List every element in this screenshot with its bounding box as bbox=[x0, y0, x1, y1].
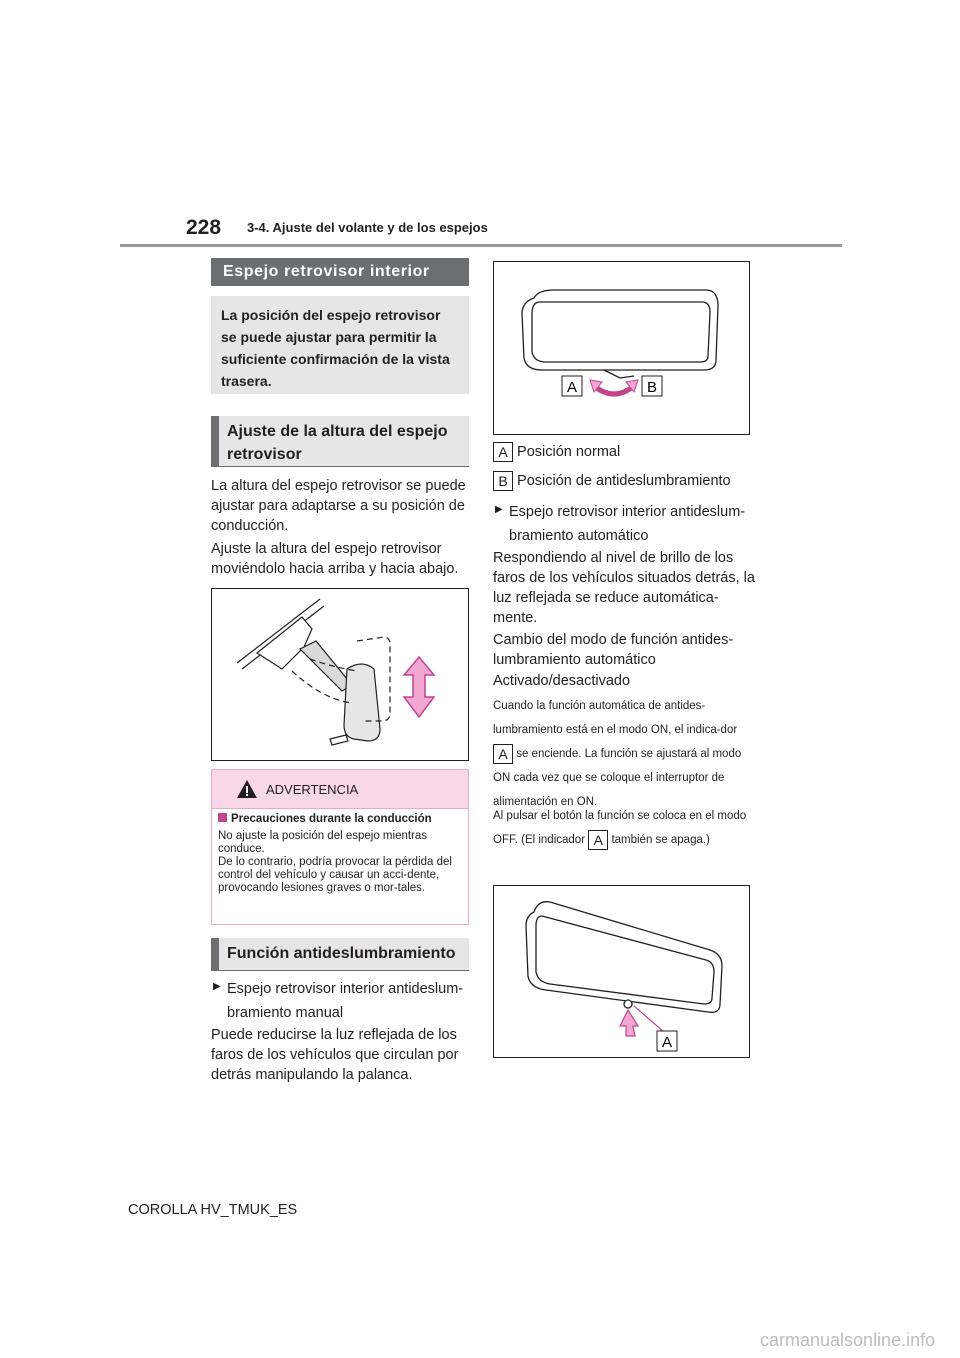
small-note-1 bbox=[493, 694, 755, 814]
auto-mirror-illustration bbox=[494, 886, 749, 1057]
arrow-bullet-icon: ▶ bbox=[495, 504, 503, 515]
label-b: B bbox=[646, 379, 658, 396]
square-bullet-icon bbox=[218, 813, 227, 822]
up-down-arrow-icon bbox=[404, 657, 434, 717]
warning-triangle-icon bbox=[236, 779, 258, 799]
legend-b bbox=[493, 471, 755, 491]
auto-paragraph-1: Respondiendo al nivel de brillo de los faros de los vehículos situados detrás, la luz reflejada se reduce automática-mente. bbox=[493, 550, 755, 626]
warning-body bbox=[212, 809, 468, 901]
warning-item-title bbox=[218, 813, 462, 826]
mirror-position-figure bbox=[493, 261, 750, 435]
auto-paragraph-3: Activado/desactivado bbox=[493, 673, 631, 689]
small-note-1-a: Cuando la función automática de antides-lumbramiento está en el modo ON, el indica-dor bbox=[493, 700, 738, 736]
tilt-arrow-icon bbox=[590, 380, 638, 394]
auto-bullet bbox=[495, 500, 757, 548]
footer-model: COROLLA HV_TMUK_ES bbox=[128, 1202, 298, 1218]
warning-box bbox=[211, 769, 469, 925]
section-title: 3-4. Ajuste del volante y de los espejos bbox=[247, 220, 488, 235]
manual-paragraph: Puede reducirse la luz reflejada de los faros de los vehículos que circulan por detrás manipulando la palanca. bbox=[211, 1027, 459, 1083]
legend-a-key: A bbox=[493, 442, 513, 462]
warning-line-2: De lo contrario, podría provocar la pérdida del control del vehículo y causar un acci-dente, provocando lesiones graves o mor-tales. bbox=[218, 856, 452, 894]
page-number: 228 bbox=[186, 216, 222, 239]
intro-box: La posición del espejo retrovisor se puede ajustar para permitir la suficiente confirmación de la vista trasera. bbox=[211, 296, 469, 394]
warning-header bbox=[212, 770, 468, 809]
subhead-height: Ajuste de la altura del espejo retrovisor bbox=[211, 416, 469, 467]
legend-a-text: Posición normal bbox=[517, 444, 621, 460]
indicator-a-key-2: A bbox=[588, 830, 608, 850]
mirror-position-illustration bbox=[494, 262, 749, 434]
manual-bullet bbox=[213, 977, 475, 1025]
legend-a bbox=[493, 442, 755, 462]
arrow-bullet-icon: ▶ bbox=[213, 981, 221, 992]
legend-b-text: Posición de antideslumbramiento bbox=[517, 473, 731, 489]
label-a: A bbox=[661, 1034, 673, 1051]
mirror-height-illustration bbox=[212, 589, 468, 760]
warning-item-title-text: Precauciones durante la conducción bbox=[231, 813, 432, 825]
warning-line-1: No ajuste la posición del espejo mientras conduce. bbox=[218, 830, 428, 855]
section-box-title: Espejo retrovisor interior bbox=[211, 258, 469, 286]
watermark: carmanualsonline.info bbox=[760, 1330, 936, 1350]
subhead-antiglare: Función antideslumbramiento bbox=[211, 938, 469, 971]
header-rule bbox=[120, 244, 842, 247]
mirror-height-figure bbox=[211, 588, 469, 761]
legend-b-key: B bbox=[493, 471, 513, 491]
small-note-2-a: Al pulsar el botón la función se coloca en el modo OFF. (El indicador bbox=[493, 810, 747, 846]
height-paragraph-2: Ajuste la altura del espejo retrovisor moviéndolo hacia arriba y hacia abajo. bbox=[211, 541, 459, 577]
small-note-2-b: también se apaga.) bbox=[611, 834, 710, 846]
label-a: A bbox=[566, 379, 578, 396]
small-note-2 bbox=[493, 804, 755, 852]
indicator-a-key: A bbox=[493, 744, 513, 764]
auto-bullet-text: Espejo retrovisor interior antideslum-bramiento automático bbox=[509, 504, 746, 544]
small-note-1-b: se enciende. La función se ajustará al modo ON cada vez que se coloque el interruptor de alimentación en ON. bbox=[493, 748, 742, 808]
auto-paragraph-2: Cambio del modo de función antides-lumbramiento automático bbox=[493, 632, 734, 668]
manual-bullet-text: Espejo retrovisor interior antideslum-bramiento manual bbox=[227, 981, 464, 1021]
height-paragraph-1: La altura del espejo retrovisor se puede ajustar para adaptarse a su posición de conducción. bbox=[211, 478, 466, 534]
warning-title: ADVERTENCIA bbox=[266, 781, 359, 797]
auto-mirror-figure bbox=[493, 885, 750, 1058]
